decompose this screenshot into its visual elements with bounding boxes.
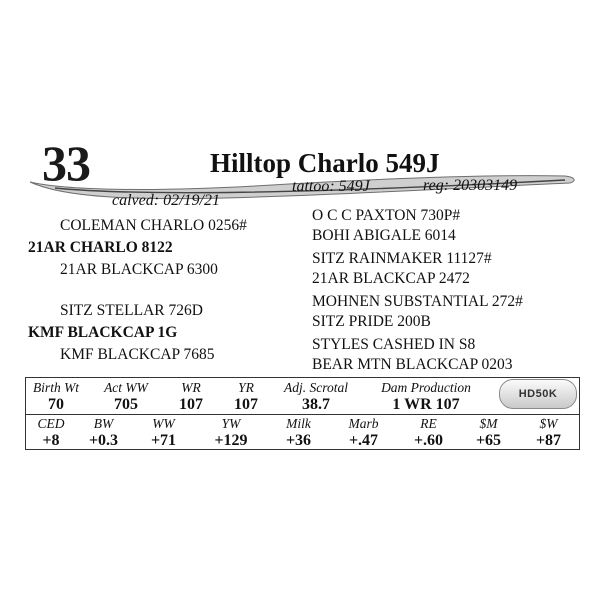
perf-value: 705 bbox=[114, 396, 138, 413]
perf-value: 107 bbox=[234, 396, 258, 413]
perf-value: 1 WR 107 bbox=[392, 396, 460, 413]
tattoo: tattoo: 549J bbox=[292, 178, 370, 195]
pedigree-sire-dam: 21AR BLACKCAP 6300 bbox=[60, 261, 218, 278]
perf-header: Birth Wt bbox=[32, 380, 80, 395]
epd-header: Marb bbox=[348, 416, 379, 431]
lot-number: 33 bbox=[42, 135, 90, 191]
pedigree-line: BEAR MTN BLACKCAP 0203 bbox=[312, 356, 513, 373]
pedigree-dam: KMF BLACKCAP 1G bbox=[28, 324, 178, 341]
pedigree-line: SITZ RAINMAKER 11127# bbox=[312, 250, 492, 267]
epd-value: +129 bbox=[214, 432, 248, 449]
registration-number: reg: 20303149 bbox=[423, 177, 518, 194]
epd-header: $M bbox=[479, 416, 498, 431]
pedigree-line: MOHNEN SUBSTANTIAL 272# bbox=[312, 293, 523, 310]
epd-value: +65 bbox=[475, 432, 502, 449]
epd-value: +8 bbox=[42, 432, 60, 449]
perf-value: 107 bbox=[179, 396, 203, 413]
table-divider bbox=[26, 414, 579, 415]
pedigree-line: BOHI ABIGALE 6014 bbox=[312, 227, 456, 244]
stats-table bbox=[25, 377, 580, 450]
pedigree-dam-sire: SITZ STELLAR 726D bbox=[60, 302, 203, 319]
pedigree-line: 21AR BLACKCAP 2472 bbox=[312, 270, 470, 287]
epd-header: Milk bbox=[286, 416, 311, 431]
pedigree-line: SITZ PRIDE 200B bbox=[312, 313, 431, 330]
perf-value: 38.7 bbox=[302, 396, 330, 413]
epd-value: +71 bbox=[150, 432, 177, 449]
pedigree-sire: 21AR CHARLO 8122 bbox=[28, 239, 173, 256]
pedigree-line: STYLES CASHED IN S8 bbox=[312, 336, 476, 353]
perf-header: WR bbox=[181, 380, 201, 395]
epd-header: BW bbox=[93, 416, 114, 431]
perf-value: 70 bbox=[48, 396, 64, 413]
epd-header: RE bbox=[420, 416, 437, 431]
pedigree-line: O C C PAXTON 730P# bbox=[312, 207, 461, 224]
animal-name: Hilltop Charlo 549J bbox=[210, 148, 440, 178]
perf-header: YR bbox=[238, 380, 254, 395]
hd50k-logo-icon: HD50K bbox=[499, 379, 577, 409]
epd-value: +0.3 bbox=[88, 432, 119, 449]
perf-header: Dam Production bbox=[381, 380, 471, 395]
epd-value: +.60 bbox=[413, 432, 444, 449]
calved-date: calved: 02/19/21 bbox=[112, 192, 220, 209]
perf-header: Adj. Scrotal bbox=[284, 380, 348, 395]
epd-value: +87 bbox=[535, 432, 562, 449]
epd-header: CED bbox=[37, 416, 65, 431]
epd-header: $W bbox=[539, 416, 558, 431]
epd-value: +.47 bbox=[348, 432, 379, 449]
epd-header: YW bbox=[221, 416, 241, 431]
pedigree-sire-sire: COLEMAN CHARLO 0256# bbox=[60, 217, 247, 234]
perf-header: Act WW bbox=[104, 380, 148, 395]
epd-header: WW bbox=[152, 416, 175, 431]
pedigree-dam-dam: KMF BLACKCAP 7685 bbox=[60, 346, 215, 363]
epd-value: +36 bbox=[285, 432, 312, 449]
